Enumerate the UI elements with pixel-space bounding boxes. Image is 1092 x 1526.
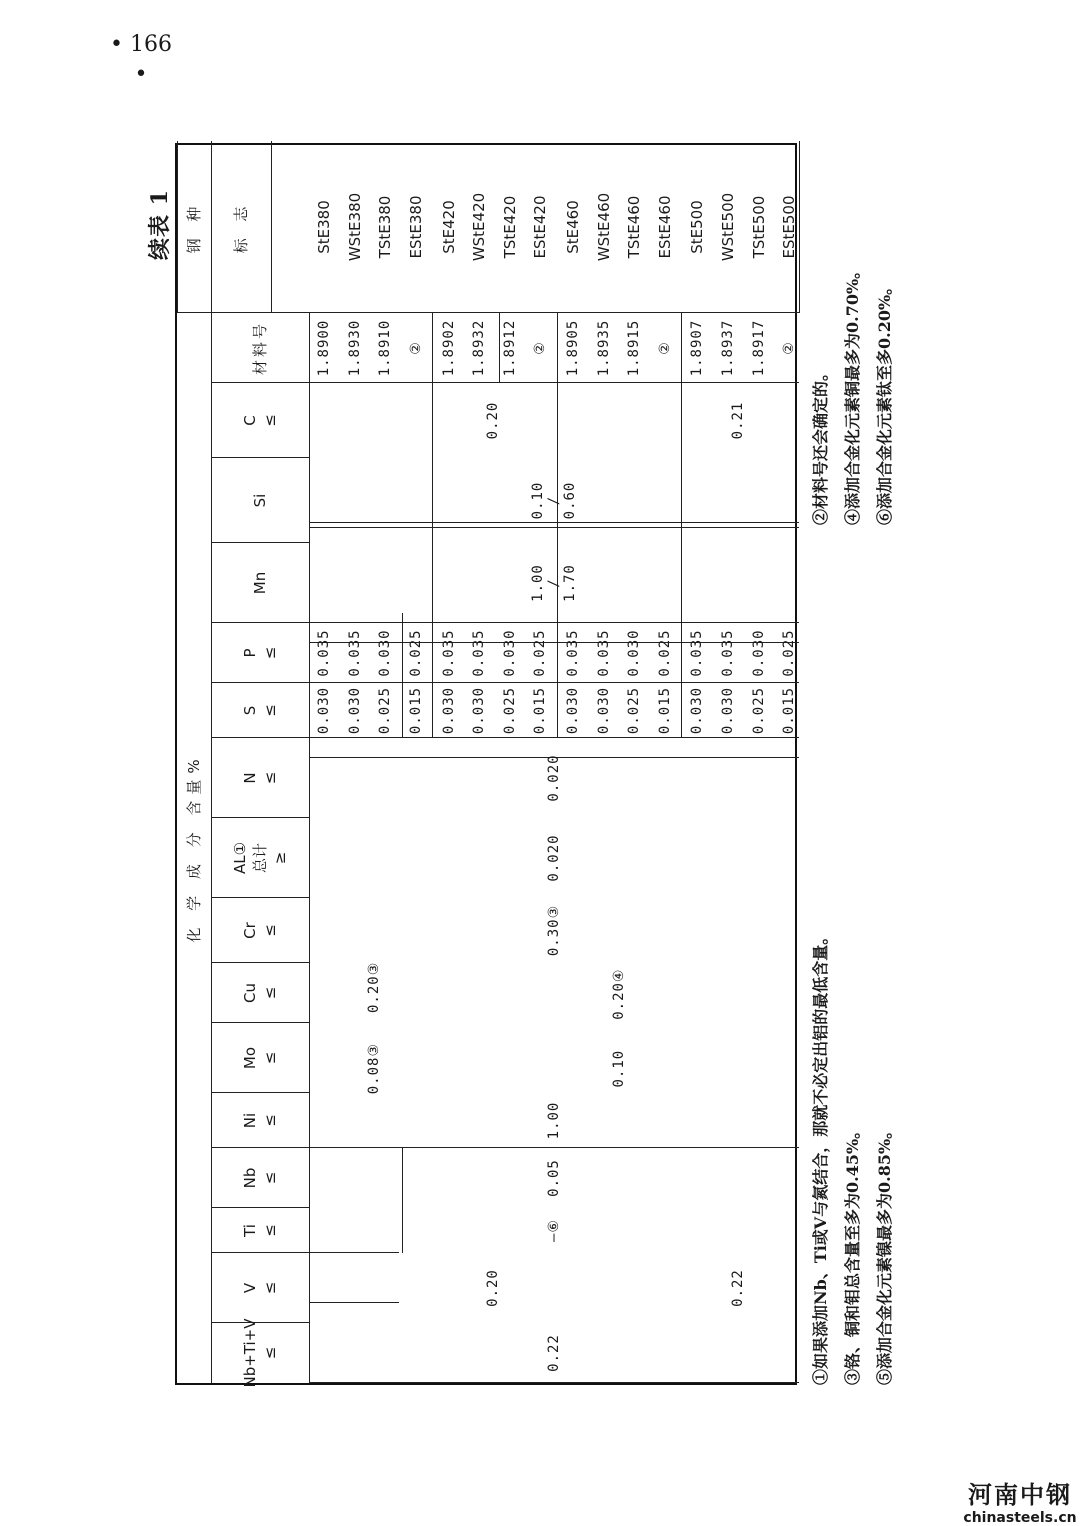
row-material-no: ② (408, 341, 425, 355)
v-value-500: 0.22 (729, 1269, 746, 1307)
row-material-no: ② (532, 341, 549, 355)
al-value: 0.020 (546, 834, 562, 882)
row-designation: WStE420 (470, 192, 489, 262)
row-s-value: 0.030 (316, 686, 333, 735)
footnote-2: ②材料号还会确定的。 (811, 364, 830, 525)
n-value: 0.020 (546, 754, 562, 802)
si-header: Si (251, 493, 269, 508)
row-material-no: 1.8902 (440, 319, 457, 377)
row-p-value: 0.035 (595, 629, 612, 677)
n-header: N ≤ (241, 771, 279, 785)
c-value-380-460: 0.20 (484, 401, 501, 440)
footnote-6: ⑥添加合金化元素钛至多0.20%。 (875, 278, 894, 525)
row-s-value: 0.025 (626, 686, 643, 735)
chemical-composition-header: 化 学 成 分 含量% (185, 753, 203, 943)
row-material-no: 1.8935 (595, 319, 612, 377)
row-p-value: 0.035 (440, 629, 457, 677)
row-p-value: 0.030 (377, 629, 394, 677)
row-s-value: 0.025 (750, 686, 767, 735)
row-designation: TStE380 (376, 195, 395, 259)
row-designation: EStE420 (531, 195, 550, 259)
watermark-logo: 河南中钢 chinasteels.cn (963, 1481, 1077, 1526)
row-designation: TStE420 (500, 195, 519, 259)
row-s-value: 0.030 (565, 686, 582, 735)
row-p-value: 0.030 (626, 629, 643, 677)
s-header: S ≤ (241, 704, 279, 717)
row-material-no: 1.8915 (626, 319, 643, 377)
row-p-value: 0.035 (720, 629, 737, 677)
ti-header: Ti ≤ (241, 1224, 279, 1237)
table-caption: 续表 1 (147, 189, 173, 260)
row-designation: EStE500 (780, 195, 799, 259)
nb-value: 0.05 (546, 1159, 562, 1197)
al-header: AL① 总计 ≥ (231, 841, 289, 875)
row-designation: TStE460 (625, 195, 644, 259)
row-s-value: 0.030 (689, 686, 706, 735)
mo-value-rest: 0.10 (611, 1049, 627, 1088)
row-p-value: 0.030 (501, 629, 518, 677)
row-p-value: 0.025 (656, 629, 673, 677)
row-p-value: 0.025 (532, 629, 549, 677)
mo-header: Mo ≤ (241, 1046, 279, 1070)
cu-mo-value-380 (309, 963, 439, 1093)
material-no-header: 材料号 (251, 321, 269, 376)
row-s-value: 0.030 (471, 686, 488, 735)
row-designation: StE380 (315, 200, 334, 254)
composition-table (175, 143, 799, 1388)
row-p-value: 0.035 (565, 629, 582, 677)
row-p-value: 0.030 (750, 629, 767, 677)
row-designation: StE500 (688, 200, 707, 254)
nbtiv-value: 0.22 (546, 1334, 562, 1372)
row-s-value: 0.025 (377, 686, 394, 735)
footnote-4: ④添加合金化元素铜最多为0.70%。 (843, 262, 862, 525)
ni-value: 1.00 (546, 1101, 562, 1140)
row-designation: WStE460 (594, 192, 613, 262)
row-designation: StE420 (439, 200, 458, 254)
row-s-value: 0.025 (501, 686, 518, 735)
cu-header: Cu ≤ (241, 983, 279, 1003)
page-number: • 166 • (110, 32, 172, 87)
cu-value-380: 0.20③ (366, 961, 382, 1013)
row-p-value: 0.035 (689, 629, 706, 677)
row-material-no: 1.8912 (501, 319, 518, 377)
row-p-value: 0.025 (408, 629, 425, 677)
mn-header: Mn (251, 571, 269, 595)
ti-value: —⑥ (546, 1219, 562, 1242)
row-designation: EStE380 (407, 195, 426, 259)
nb-header: Nb ≤ (241, 1167, 279, 1189)
row-designation: WStE500 (719, 192, 738, 262)
footnote-3: ③铬、铜和钼总含量至多为0.45%。 (843, 1122, 862, 1385)
steel-group-header: 钢 种 (185, 200, 203, 254)
row-material-no: 1.8937 (720, 319, 737, 377)
row-p-value: 0.035 (316, 629, 333, 677)
row-material-no: 1.8930 (346, 319, 363, 377)
si-value: 0.10 / 0.60 (530, 481, 578, 520)
row-p-value: 0.035 (346, 629, 363, 677)
row-p-value: 0.025 (781, 629, 798, 677)
row-material-no: 1.8910 (377, 319, 394, 377)
cr-value: 0.30③ (546, 904, 562, 957)
mo-value-380: 0.08③ (366, 1043, 382, 1095)
row-designation: StE460 (564, 200, 583, 254)
nbtiv-header: Nb+Ti+V ≤ (241, 1318, 279, 1388)
cu-value-rest: 0.20④ (611, 968, 627, 1020)
row-material-no: 1.8907 (689, 319, 706, 377)
row-designation: EStE460 (655, 195, 674, 259)
mn-value: 1.00 / 1.70 (530, 564, 578, 602)
v-value-380-460: 0.20 (484, 1269, 501, 1307)
row-s-value: 0.030 (720, 686, 737, 735)
row-designation: WStE380 (345, 192, 364, 262)
row-p-value: 0.035 (471, 629, 488, 677)
row-s-value: 0.015 (656, 686, 673, 735)
footnote-1: ①如果添加Nb、Ti或V与氮结合，那就不必定出铝的最低含量。 (811, 928, 830, 1385)
row-material-no: 1.8932 (471, 319, 488, 377)
row-s-value: 0.030 (346, 686, 363, 735)
c-value-500: 0.21 (729, 401, 746, 440)
ni-header: Ni ≤ (241, 1112, 279, 1129)
cu-mo-value-rest (439, 963, 799, 1093)
designation-header: 标 志 (232, 200, 250, 254)
cr-header: Cr ≤ (241, 922, 279, 939)
row-s-value: 0.015 (532, 686, 549, 735)
row-designation: TStE500 (749, 195, 768, 259)
footnote-5: ⑤添加合金化元素镍最多为0.85%。 (875, 1122, 894, 1385)
row-material-no: ② (656, 341, 673, 355)
row-material-no: ② (781, 341, 798, 355)
row-material-no: 1.8905 (565, 319, 582, 377)
c-header: C ≤ (241, 414, 279, 427)
row-s-value: 0.030 (595, 686, 612, 735)
v-header: V ≤ (241, 1281, 279, 1295)
row-s-value: 0.015 (781, 686, 798, 735)
row-s-value: 0.030 (440, 686, 457, 735)
row-material-no: 1.8900 (316, 319, 333, 377)
p-header: P ≤ (241, 646, 279, 660)
row-material-no: 1.8917 (750, 319, 767, 377)
row-s-value: 0.015 (408, 686, 425, 735)
